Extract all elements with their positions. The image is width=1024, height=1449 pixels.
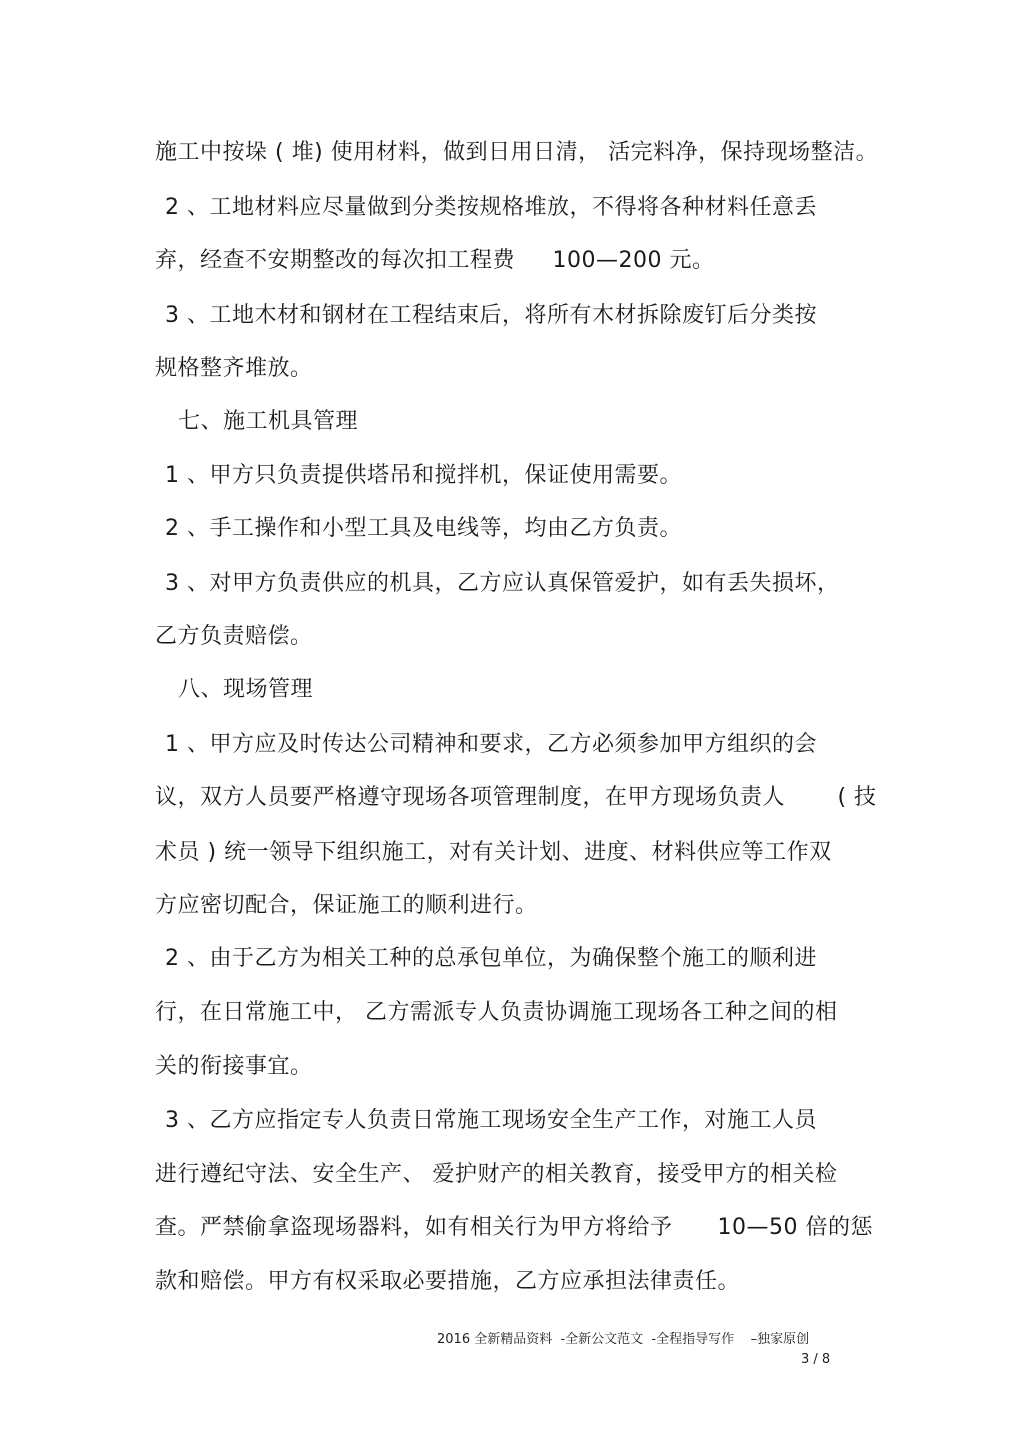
paragraph-line: 1 、甲方只负责提供塔吊和搅拌机，保证使用需要。	[165, 463, 682, 488]
paragraph-line: 施工中按垛 ( 堆) 使用材料，做到日用日清， 活完料净，保持现场整洁。	[155, 140, 879, 165]
paragraph-line: 3 、对甲方负责供应的机具，乙方应认真保管爱护，如有丢失损坏，	[165, 571, 840, 596]
paragraph-line: 3 、工地木材和钢材在工程结束后，将所有木材拆除废钉后分类按	[165, 303, 817, 328]
paragraph-line: 议，双方人员要严格遵守现场各项管理制度，在甲方现场负责人 ( 技	[155, 785, 877, 810]
paragraph-line: 1 、甲方应及时传达公司精神和要求，乙方必须参加甲方组织的会	[165, 732, 817, 757]
paragraph-line: 款和赔偿。甲方有权采取必要措施，乙方应承担法律责任。	[155, 1269, 741, 1294]
paragraph-line: 3 、乙方应指定专人负责日常施工现场安全生产工作，对施工人员	[165, 1108, 817, 1133]
paragraph-line: 术员 ) 统一领导下组织施工，对有关计划、进度、材料供应等工作双	[155, 840, 832, 865]
paragraph-line: 2 、工地材料应尽量做到分类按规格堆放，不得将各种材料任意丢	[165, 195, 817, 220]
paragraph-line: 关的衔接事宜。	[155, 1054, 313, 1079]
paragraph-line: 2 、手工操作和小型工具及电线等，均由乙方负责。	[165, 516, 682, 541]
page-number: 3 / 8	[801, 1352, 831, 1367]
section-heading: 七、施工机具管理	[178, 409, 359, 434]
paragraph-line: 规格整齐堆放。	[155, 356, 313, 381]
paragraph-line: 弃，经查不安期整改的每次扣工程费 100—200 元。	[155, 248, 715, 273]
paragraph-line: 方应密切配合，保证施工的顺利进行。	[155, 893, 538, 918]
paragraph-line: 乙方负责赔偿。	[155, 624, 313, 649]
paragraph-line: 进行遵纪守法、安全生产、 爱护财产的相关教育，接受甲方的相关检	[155, 1162, 838, 1187]
paragraph-line: 查。严禁偷拿盗现场器料，如有相关行为甲方将给予 10—50 倍的惩	[155, 1215, 873, 1240]
paragraph-line: 行，在日常施工中， 乙方需派专人负责协调施工现场各工种之间的相	[155, 1000, 838, 1025]
section-heading: 八、现场管理	[178, 677, 314, 702]
paragraph-line: 2 、由于乙方为相关工种的总承包单位，为确保整个施工的顺利进	[165, 946, 817, 971]
footer-tagline: 2016 全新精品资料 -全新公文范文 -全程指导写作 –独家原创	[437, 1332, 810, 1347]
